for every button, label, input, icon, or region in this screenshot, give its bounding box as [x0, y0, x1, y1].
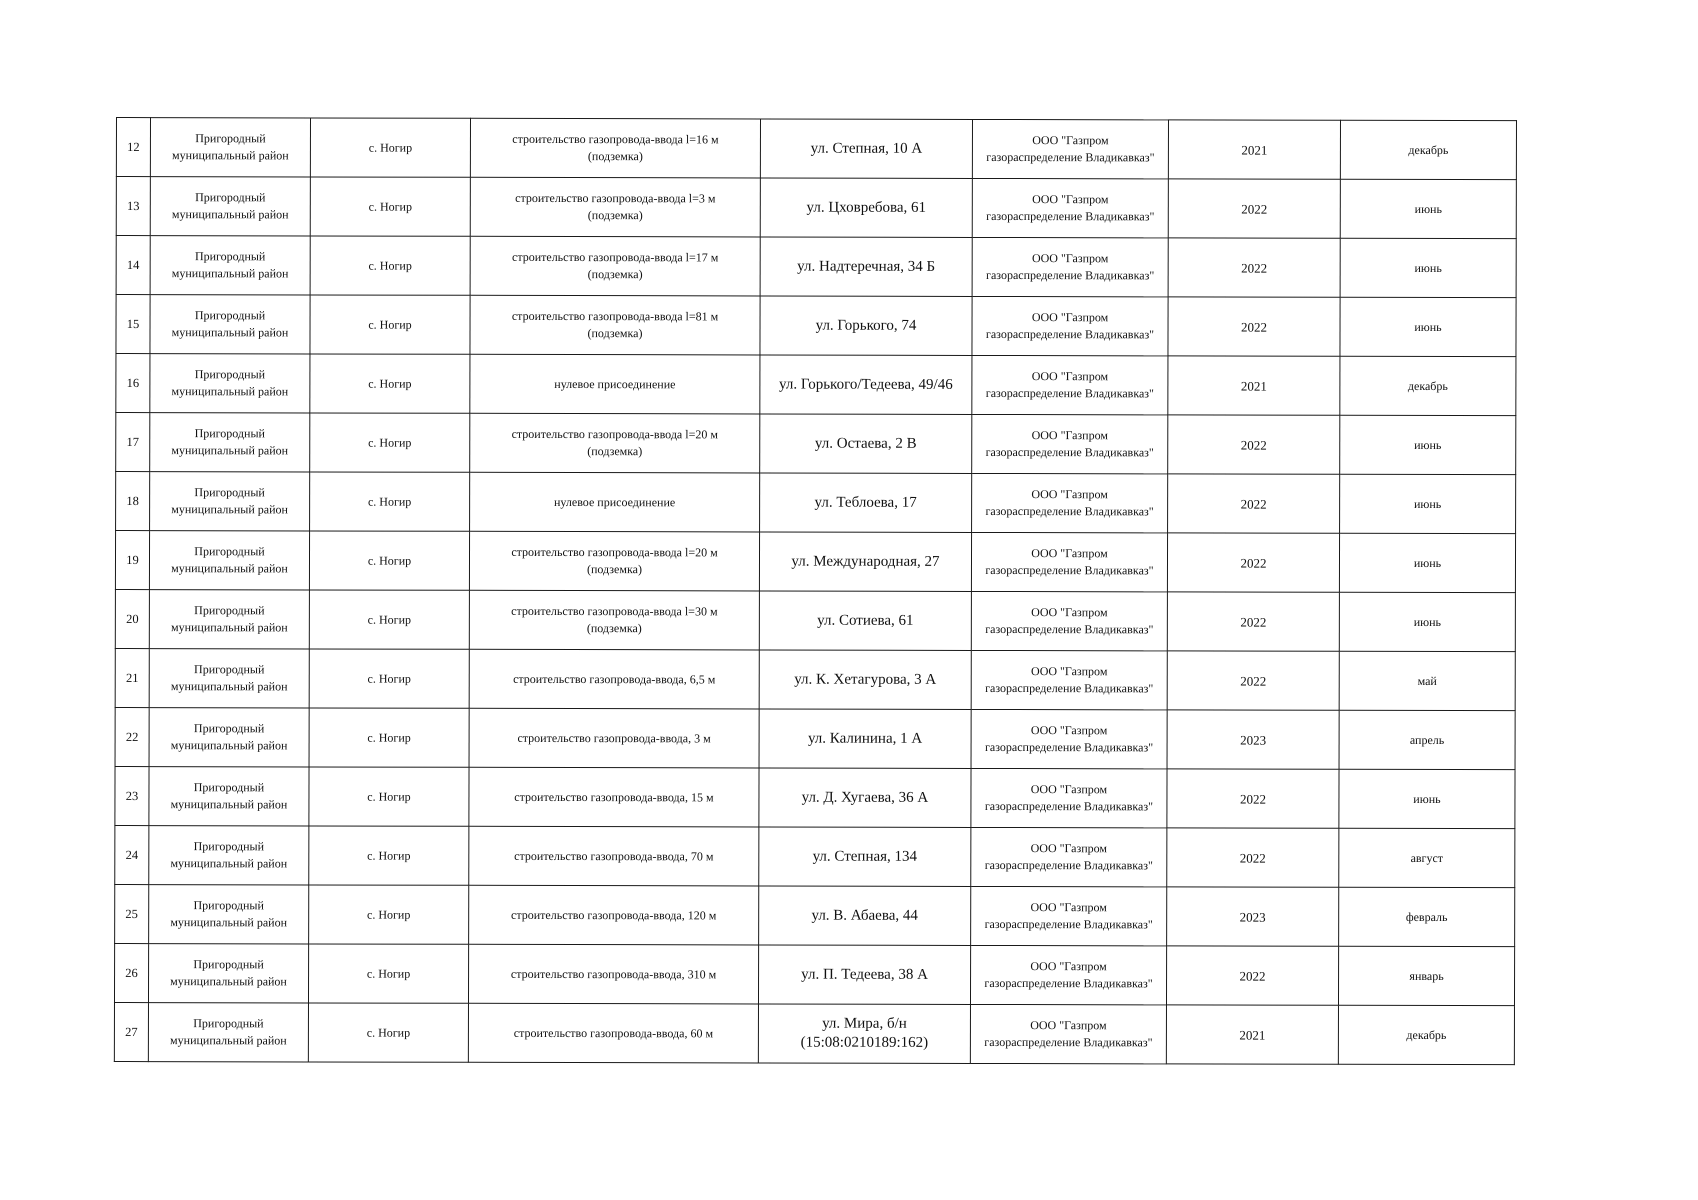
table-row [115, 589, 1515, 651]
month-cell: июнь [1339, 533, 1515, 592]
gasification-table [114, 117, 1517, 1065]
work-description-line: строительство газопровода-ввода l=20 м [511, 544, 718, 560]
district-line: муниципальный район [170, 856, 288, 871]
work-description-cell [470, 295, 760, 355]
table-row [115, 825, 1515, 887]
district-line: Пригородный [193, 957, 264, 972]
settlement-cell: с. Ногир [309, 590, 469, 649]
row-number-cell: 13 [116, 177, 150, 236]
district-line: Пригородный [193, 898, 264, 913]
work-description-line: строительство газопровода-ввода, 120 м [511, 907, 717, 922]
district-cell [150, 354, 310, 413]
organization-line: газораспределение Владикавказ" [984, 857, 1153, 873]
district-line: муниципальный район [170, 1033, 287, 1048]
organization-line: газораспределение Владикавказ" [985, 503, 1154, 519]
district-cell [149, 590, 309, 649]
district-line: Пригородный [194, 603, 265, 618]
district-cell [150, 177, 310, 236]
district-line: Пригородный [194, 308, 266, 323]
table-row [115, 648, 1515, 710]
organization-line: ООО "Газпром [1031, 546, 1108, 561]
settlement-cell: с. Ногир [310, 177, 470, 236]
work-description-line: строительство газопровода-ввода l=30 м [511, 603, 718, 619]
district-line: муниципальный район [170, 915, 288, 930]
table-row [116, 177, 1516, 239]
address-cell [760, 473, 972, 532]
row-number-cell: 17 [116, 413, 150, 472]
work-description-line: строительство газопровода-ввода l=3 м [515, 190, 716, 206]
work-description-line: строительство газопровода-ввода l=81 м [511, 308, 719, 324]
district-cell [150, 413, 310, 472]
address-line: ул. Цховребова, 61 [806, 199, 927, 216]
district-line: муниципальный район [171, 443, 289, 458]
address-line: ул. Д. Хугаева, 36 А [801, 789, 929, 806]
address-line: ул. Остаева, 2 В [814, 435, 917, 452]
month-cell: июнь [1340, 297, 1516, 356]
district-line: Пригородный [194, 544, 265, 559]
work-description-cell [468, 1003, 758, 1063]
table-row [114, 943, 1514, 1005]
table-row [116, 236, 1516, 298]
organization-cell [970, 945, 1166, 1004]
district-line: муниципальный район [171, 561, 288, 576]
work-description-line: (подземка) [586, 621, 642, 636]
address-cell [760, 119, 972, 178]
district-line: Пригородный [193, 780, 265, 795]
address-cell [759, 709, 971, 768]
work-description-cell [469, 767, 759, 827]
district-cell [149, 649, 309, 708]
district-line: муниципальный район [171, 266, 289, 281]
organization-line: ООО "Газпром [1030, 959, 1107, 974]
table-row [114, 1002, 1514, 1064]
organization-line: ООО "Газпром [1031, 605, 1108, 620]
organization-cell [971, 532, 1167, 591]
work-description-line: строительство газопровода-ввода, 6,5 м [513, 671, 716, 686]
organization-line: ООО "Газпром [1031, 428, 1108, 443]
organization-line: газораспределение Владикавказ" [985, 326, 1155, 342]
year-cell: 2022 [1167, 533, 1339, 592]
district-line: Пригородный [193, 839, 265, 854]
organization-line: ООО "Газпром [1032, 192, 1109, 207]
settlement-cell: с. Ногир [310, 236, 470, 295]
organization-cell [972, 414, 1168, 473]
district-line: муниципальный район [171, 207, 289, 222]
district-cell [150, 236, 310, 295]
month-cell: май [1339, 651, 1515, 710]
address-line: ул. К. Хетагурова, 3 А [794, 671, 937, 688]
district-cell [149, 708, 309, 767]
settlement-cell: с. Ногир [308, 944, 468, 1003]
settlement-cell: с. Ногир [309, 885, 469, 944]
row-number-cell: 23 [115, 766, 149, 825]
organization-line: газораспределение Владикавказ" [985, 444, 1154, 460]
organization-line: ООО "Газпром [1030, 782, 1108, 797]
year-cell: 2022 [1167, 828, 1339, 887]
year-cell: 2022 [1168, 297, 1340, 356]
address-cell [759, 827, 971, 886]
work-description-line: строительство газопровода-ввода l=17 м [511, 249, 719, 265]
district-cell [149, 826, 309, 885]
settlement-cell: с. Ногир [309, 649, 469, 708]
year-cell: 2022 [1168, 179, 1340, 238]
month-cell: июнь [1339, 592, 1515, 651]
table-row [116, 472, 1516, 534]
year-cell: 2022 [1168, 415, 1340, 474]
organization-line: ООО "Газпром [1032, 133, 1109, 148]
settlement-cell: с. Ногир [309, 767, 469, 826]
month-cell: июнь [1340, 474, 1516, 533]
month-cell: июнь [1340, 415, 1516, 474]
address-cell [760, 237, 972, 296]
row-number-cell: 15 [116, 295, 150, 354]
organization-line: газораспределение Владикавказ" [984, 975, 1153, 991]
settlement-cell: с. Ногир [310, 118, 470, 177]
work-description-cell [469, 826, 759, 886]
organization-cell [972, 296, 1168, 355]
district-line: Пригородный [194, 426, 265, 441]
organization-line: ООО "Газпром [1030, 1018, 1107, 1033]
work-description-line: строительство газопровода-ввода l=16 м [512, 131, 719, 147]
organization-line: ООО "Газпром [1031, 310, 1109, 325]
month-cell: декабрь [1340, 356, 1516, 415]
address-cell [760, 296, 972, 355]
work-description-cell [469, 649, 759, 709]
work-description-line: строительство газопровода-ввода, 15 м [514, 789, 714, 804]
organization-line: газораспределение Владикавказ" [986, 149, 1155, 165]
address-line: ул. Степная, 134 [812, 848, 918, 865]
work-description-line: строительство газопровода-ввода, 70 м [514, 848, 714, 863]
organization-line: ООО "Газпром [1030, 900, 1107, 915]
address-line: ул. В. Абаева, 44 [811, 907, 918, 924]
district-cell [150, 472, 310, 531]
work-description-line: строительство газопровода-ввода, 3 м [517, 730, 711, 745]
address-line: (15:08:0210189:162) [800, 1034, 929, 1051]
month-cell: июнь [1340, 179, 1516, 238]
organization-line: газораспределение Владикавказ" [986, 267, 1155, 283]
organization-cell [972, 119, 1168, 178]
organization-cell [972, 355, 1168, 414]
address-cell [759, 768, 971, 827]
month-cell: январь [1338, 946, 1514, 1005]
district-line: Пригородный [193, 1016, 264, 1031]
organization-line: ООО "Газпром [1031, 487, 1108, 502]
year-cell: 2022 [1168, 474, 1340, 533]
address-line: ул. Теблоева, 17 [814, 494, 917, 511]
row-number-cell: 26 [114, 943, 148, 1002]
address-cell [759, 591, 971, 650]
settlement-cell: с. Ногир [310, 354, 470, 413]
district-line: Пригородный [195, 131, 266, 146]
address-cell [758, 1004, 970, 1063]
organization-line: газораспределение Владикавказ" [985, 621, 1154, 637]
organization-line: газораспределение Владикавказ" [985, 680, 1154, 696]
work-description-line: (подземка) [586, 562, 642, 577]
organization-cell [971, 591, 1167, 650]
table-row [115, 766, 1515, 828]
work-description-cell [469, 531, 759, 591]
organization-line: газораспределение Владикавказ" [984, 798, 1154, 814]
district-line: муниципальный район [171, 502, 288, 517]
month-cell: декабрь [1340, 120, 1516, 179]
month-cell: август [1339, 828, 1515, 887]
district-cell [150, 295, 310, 354]
table-row [115, 707, 1515, 769]
address-cell [759, 532, 971, 591]
district-line: Пригородный [194, 662, 265, 677]
table-row [116, 413, 1516, 475]
work-description-cell [470, 472, 760, 532]
year-cell: 2022 [1166, 946, 1338, 1005]
address-cell [759, 886, 971, 945]
address-line: ул. Горького/Тедеева, 49/46 [779, 376, 953, 393]
table-row [115, 884, 1515, 946]
settlement-cell: с. Ногир [309, 708, 469, 767]
year-cell: 2022 [1167, 592, 1339, 651]
table-row [116, 118, 1516, 180]
settlement-cell: с. Ногир [310, 295, 470, 354]
work-description-cell [469, 885, 759, 945]
year-cell: 2022 [1167, 769, 1339, 828]
organization-cell [970, 1004, 1166, 1063]
organization-cell [971, 650, 1167, 709]
row-number-cell: 27 [114, 1002, 148, 1061]
settlement-cell: с. Ногир [309, 531, 469, 590]
address-line: ул. П. Тедеева, 38 А [801, 966, 928, 983]
year-cell: 2021 [1168, 120, 1340, 179]
table-row [116, 295, 1516, 357]
work-description-line: (подземка) [587, 208, 643, 223]
month-cell: июнь [1339, 769, 1515, 828]
organization-line: газораспределение Владикавказ" [985, 562, 1154, 578]
month-cell: апрель [1339, 710, 1515, 769]
organization-line: газораспределение Владикавказ" [984, 1034, 1153, 1050]
row-number-cell: 25 [115, 884, 149, 943]
settlement-cell: с. Ногир [308, 1003, 468, 1062]
row-number-cell: 14 [116, 236, 150, 295]
organization-line: газораспределение Владикавказ" [986, 208, 1155, 224]
district-cell [148, 1003, 308, 1062]
organization-line: ООО "Газпром [1030, 723, 1108, 738]
district-cell [150, 118, 310, 177]
district-line: Пригородный [194, 249, 266, 264]
district-line: Пригородный [194, 367, 266, 382]
district-cell [149, 885, 309, 944]
work-description-line: строительство газопровода-ввода, 60 м [513, 1025, 714, 1040]
work-description-cell [470, 118, 760, 178]
work-description-cell [470, 354, 760, 414]
district-line: муниципальный район [170, 974, 287, 989]
organization-line: ООО "Газпром [1031, 664, 1108, 679]
work-description-line: строительство газопровода-ввода, 310 м [510, 966, 717, 981]
year-cell: 2021 [1168, 356, 1340, 415]
work-description-line: строительство газопровода-ввода l=20 м [511, 426, 718, 442]
work-description-cell [470, 413, 760, 473]
row-number-cell: 12 [116, 118, 150, 177]
settlement-cell: с. Ногир [310, 472, 470, 531]
work-description-line: нулевое присоединение [554, 494, 676, 509]
organization-cell [971, 827, 1167, 886]
row-number-cell: 16 [116, 354, 150, 413]
address-cell [760, 414, 972, 473]
work-description-line: (подземка) [587, 444, 643, 459]
row-number-cell: 22 [115, 707, 149, 766]
settlement-cell: с. Ногир [309, 826, 469, 885]
district-line: муниципальный район [170, 679, 288, 694]
work-description-cell [468, 944, 758, 1004]
work-description-cell [470, 236, 760, 296]
table-row [115, 531, 1515, 593]
organization-line: ООО "Газпром [1030, 841, 1108, 856]
address-cell [760, 178, 972, 237]
year-cell: 2022 [1168, 238, 1340, 297]
organization-line: ООО "Газпром [1031, 369, 1109, 384]
organization-cell [971, 886, 1167, 945]
work-description-line: (подземка) [587, 267, 643, 282]
district-line: Пригородный [194, 485, 265, 500]
district-line: муниципальный район [171, 384, 289, 399]
district-line: муниципальный район [172, 148, 289, 163]
address-line: ул. Сотиева, 61 [817, 612, 914, 629]
address-line: ул. Надтеречная, 34 Б [797, 258, 936, 275]
month-cell: декабрь [1338, 1005, 1514, 1064]
month-cell: февраль [1339, 887, 1515, 946]
organization-cell [972, 237, 1168, 296]
address-line: ул. Горького, 74 [815, 317, 917, 334]
year-cell: 2023 [1167, 887, 1339, 946]
district-line: муниципальный район [171, 325, 289, 340]
row-number-cell: 21 [115, 648, 149, 707]
work-description-cell [469, 590, 759, 650]
address-line: ул. Степная, 10 А [810, 140, 923, 157]
district-line: муниципальный район [170, 797, 288, 812]
work-description-cell [470, 177, 760, 237]
work-description-line: (подземка) [587, 326, 643, 341]
year-cell: 2023 [1167, 710, 1339, 769]
work-description-line: нулевое присоединение [554, 376, 676, 391]
work-description-line: (подземка) [587, 149, 643, 164]
year-cell: 2022 [1167, 651, 1339, 710]
district-cell [149, 531, 309, 590]
organization-cell [971, 709, 1167, 768]
row-number-cell: 19 [115, 531, 149, 590]
table-row [116, 354, 1516, 416]
district-line: Пригородный [195, 190, 266, 205]
year-cell: 2021 [1166, 1005, 1338, 1064]
row-number-cell: 24 [115, 825, 149, 884]
organization-line: ООО "Газпром [1031, 251, 1109, 266]
district-cell [149, 767, 309, 826]
address-line: ул. Международная, 27 [791, 553, 940, 570]
work-description-cell [469, 708, 759, 768]
month-cell: июнь [1340, 238, 1516, 297]
organization-line: газораспределение Владикавказ" [985, 385, 1154, 401]
organization-cell [972, 178, 1168, 237]
address-line: ул. Калинина, 1 А [807, 730, 923, 747]
address-cell [758, 945, 970, 1004]
address-cell [760, 355, 972, 414]
row-number-cell: 18 [116, 472, 150, 531]
address-line: ул. Мира, б/н [822, 1015, 907, 1032]
row-number-cell: 20 [115, 589, 149, 648]
district-cell [148, 944, 308, 1003]
district-line: муниципальный район [170, 620, 288, 635]
settlement-cell: с. Ногир [310, 413, 470, 472]
organization-cell [971, 768, 1167, 827]
address-cell [759, 650, 971, 709]
organization-line: газораспределение Владикавказ" [984, 739, 1154, 755]
organization-line: газораспределение Владикавказ" [984, 916, 1153, 932]
district-line: Пригородный [193, 721, 265, 736]
table-body [114, 118, 1516, 1065]
district-line: муниципальный район [170, 738, 288, 753]
organization-cell [972, 473, 1168, 532]
